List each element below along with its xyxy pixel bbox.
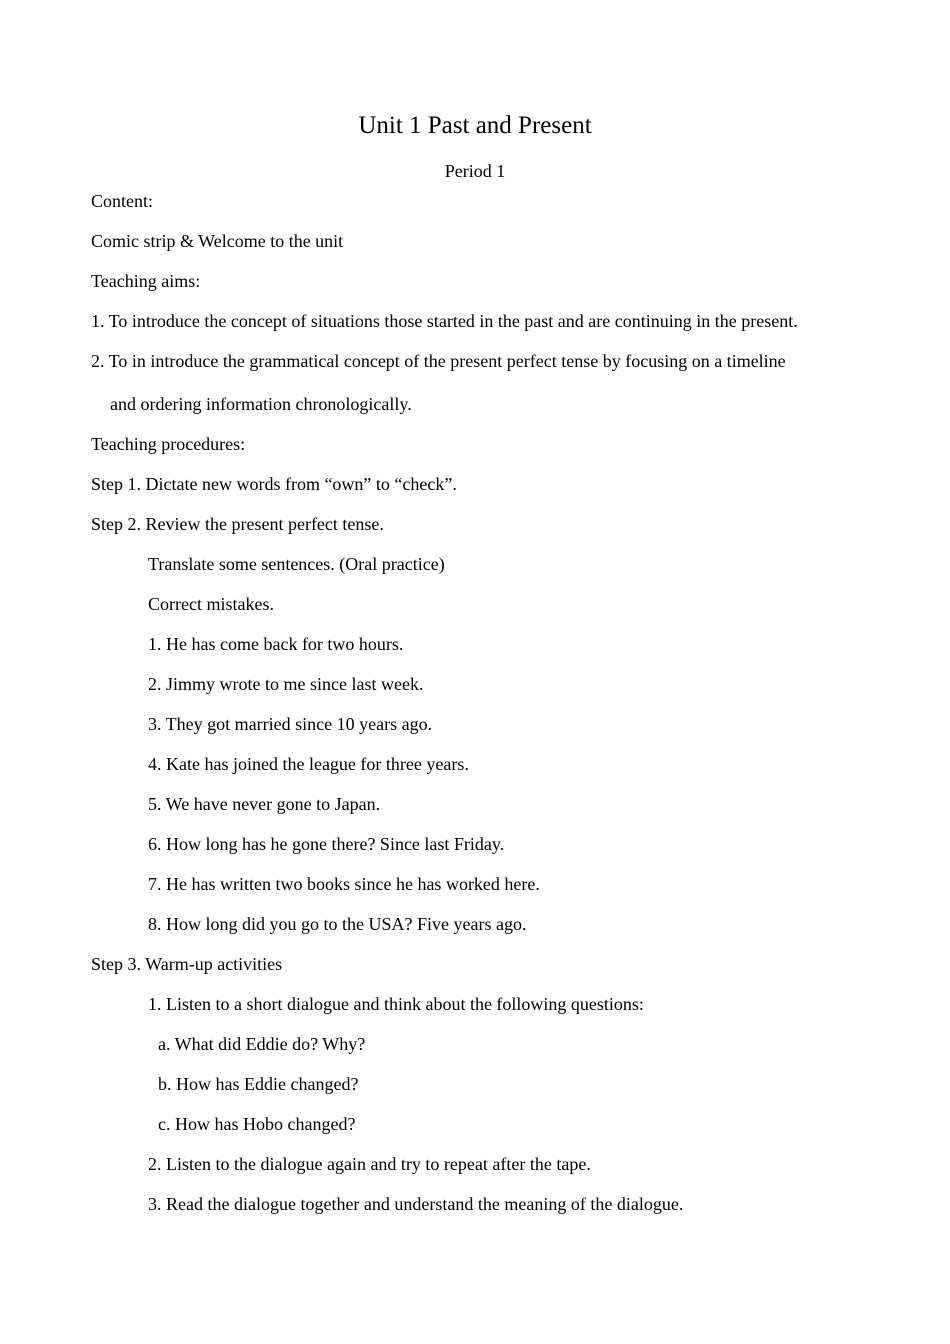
step-1: Step 1. Dictate new words from “own” to “check”.: [91, 474, 457, 494]
mistake-item: 6. How long has he gone there? Since last Friday.: [148, 834, 505, 854]
content-text: Comic strip & Welcome to the unit: [91, 231, 344, 251]
aim-item: 1. To introduce the concept of situations those started in the past and are continuing in the present.: [91, 311, 798, 331]
mistake-item: 8. How long did you go to the USA? Five years ago.: [148, 914, 527, 934]
question-item: c. How has Hobo changed?: [158, 1114, 356, 1134]
aims-heading: Teaching aims:: [91, 271, 201, 291]
aim-item-continuation: and ordering information chronologically.: [110, 394, 412, 414]
step-2-correct: Correct mistakes.: [148, 594, 274, 614]
content-heading: Content:: [91, 191, 153, 211]
aim-item: 2. To in introduce the grammatical concept of the present perfect tense by focusing on a timeline: [91, 351, 786, 371]
mistake-item: 7. He has written two books since he has worked here.: [148, 874, 540, 894]
activity-item: 2. Listen to the dialogue again and try to repeat after the tape.: [148, 1154, 591, 1174]
question-item: b. How has Eddie changed?: [158, 1074, 359, 1094]
mistake-item: 5. We have never gone to Japan.: [148, 794, 381, 814]
step-2-heading: Step 2. Review the present perfect tense.: [91, 514, 384, 534]
activity-item: 3. Read the dialogue together and understand the meaning of the dialogue.: [148, 1194, 684, 1214]
step-2-translate: Translate some sentences. (Oral practice): [148, 554, 445, 574]
mistake-item: 1. He has come back for two hours.: [148, 634, 404, 654]
mistake-item: 2. Jimmy wrote to me since last week.: [148, 674, 424, 694]
period-label: Period 1: [444, 161, 506, 181]
mistake-item: 3. They got married since 10 years ago.: [148, 714, 433, 734]
activity-item: 1. Listen to a short dialogue and think about the following questions:: [148, 994, 644, 1014]
document-title: Unit 1 Past and Present: [358, 112, 592, 139]
mistake-item: 4. Kate has joined the league for three years.: [148, 754, 469, 774]
question-item: a. What did Eddie do? Why?: [158, 1034, 366, 1054]
step-3-heading: Step 3. Warm-up activities: [91, 954, 283, 974]
procedures-heading: Teaching procedures:: [91, 434, 246, 454]
